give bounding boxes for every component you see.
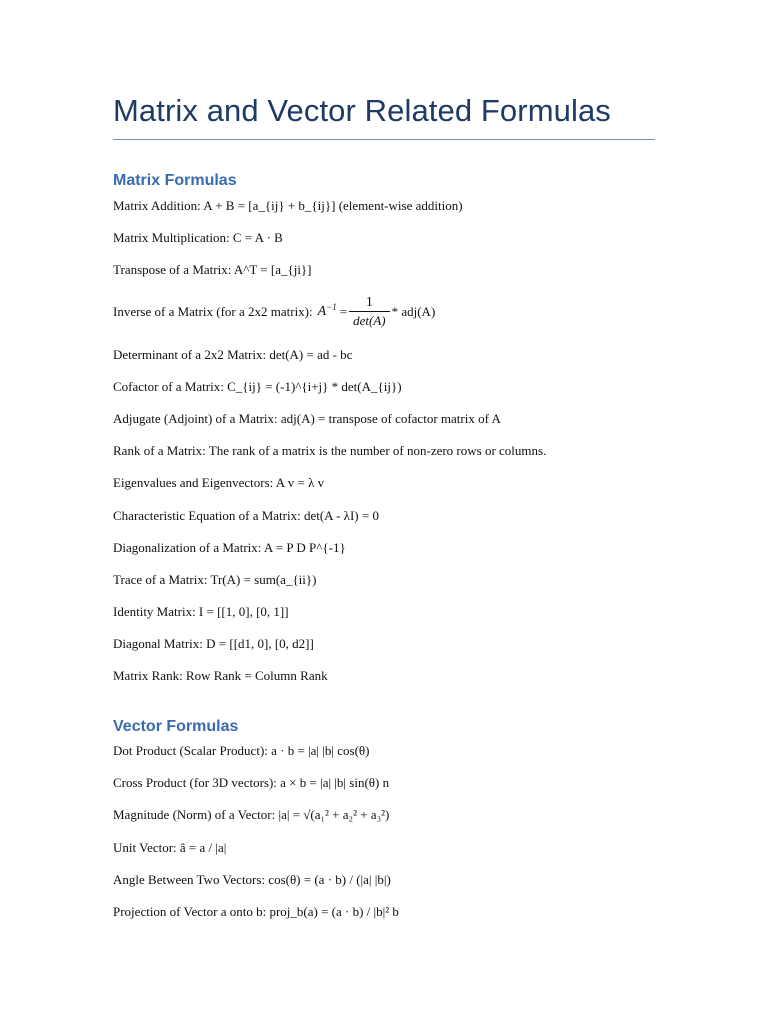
inverse-equals: = [339,304,348,319]
formula-line: Adjugate (Adjoint) of a Matrix: adj(A) = transpose of cofactor matrix of A [113,411,501,426]
vector-formulas-heading: Vector Formulas [113,718,239,735]
inverse-lhs [318,304,337,320]
formula-line: Projection of Vector a onto b: proj_b(a) = (a · b) / |b|² b [113,904,399,919]
inverse-suffix: * adj(A) [391,304,436,319]
inverse-label: Inverse of a Matrix (for a 2x2 matrix): [113,304,313,319]
formula-line: Diagonalization of a Matrix: A = P D P^{-1} [113,540,346,555]
formula-line: Cofactor of a Matrix: C_{ij} = (-1)^{i+j} * det(A_{ij}) [113,379,402,394]
formula-line: Matrix Rank: Row Rank = Column Rank [113,668,328,683]
inverse-lhs-base: A [317,304,327,319]
formula-line: Matrix Multiplication: C = A · B [113,230,283,245]
formula-line: Transpose of a Matrix: A^T = [a_{ji}] [113,262,312,277]
document-title: Matrix and Vector Related Formulas [113,93,611,128]
fraction-denominator: det(A) [349,311,389,329]
formula-line: Eigenvalues and Eigenvectors: A v = λ v [113,475,325,490]
fraction-numerator: 1 [365,294,373,310]
formula-line: Angle Between Two Vectors: cos(θ) = (a · b) / (|a| |b|) [113,872,391,887]
formula-line: Magnitude (Norm) of a Vector: |a| = √(a₁² + a₂² + a₃²) [113,807,390,822]
matrix-formulas-heading: Matrix Formulas [113,172,237,189]
formula-line: Unit Vector: â = a / |a| [113,840,227,855]
formula-line: Rank of a Matrix: The rank of a matrix is the number of non-zero rows or columns. [113,443,547,458]
formula-line: Determinant of a 2x2 Matrix: det(A) = ad - bc [113,347,353,362]
formula-line: Dot Product (Scalar Product): a · b = |a| |b| cos(θ) [113,743,370,758]
inverse-formula-line [113,290,435,334]
formula-line: Identity Matrix: I = [[1, 0], [0, 1]] [113,604,289,619]
formula-line: Diagonal Matrix: D = [[d1, 0], [0, d2]] [113,636,314,651]
formula-line: Cross Product (for 3D vectors): a × b = |a| |b| sin(θ) n [113,775,390,790]
inverse-fraction [349,294,389,329]
formula-line: Trace of a Matrix: Tr(A) = sum(a_{ii}) [113,572,317,587]
formula-line: Matrix Addition: A + B = [a_{ij} + b_{ij}] (element-wise addition) [113,198,463,213]
formula-line: Characteristic Equation of a Matrix: det(A - λI) = 0 [113,508,379,523]
inverse-lhs-exponent: −1 [326,302,337,312]
title-underline [113,139,655,140]
